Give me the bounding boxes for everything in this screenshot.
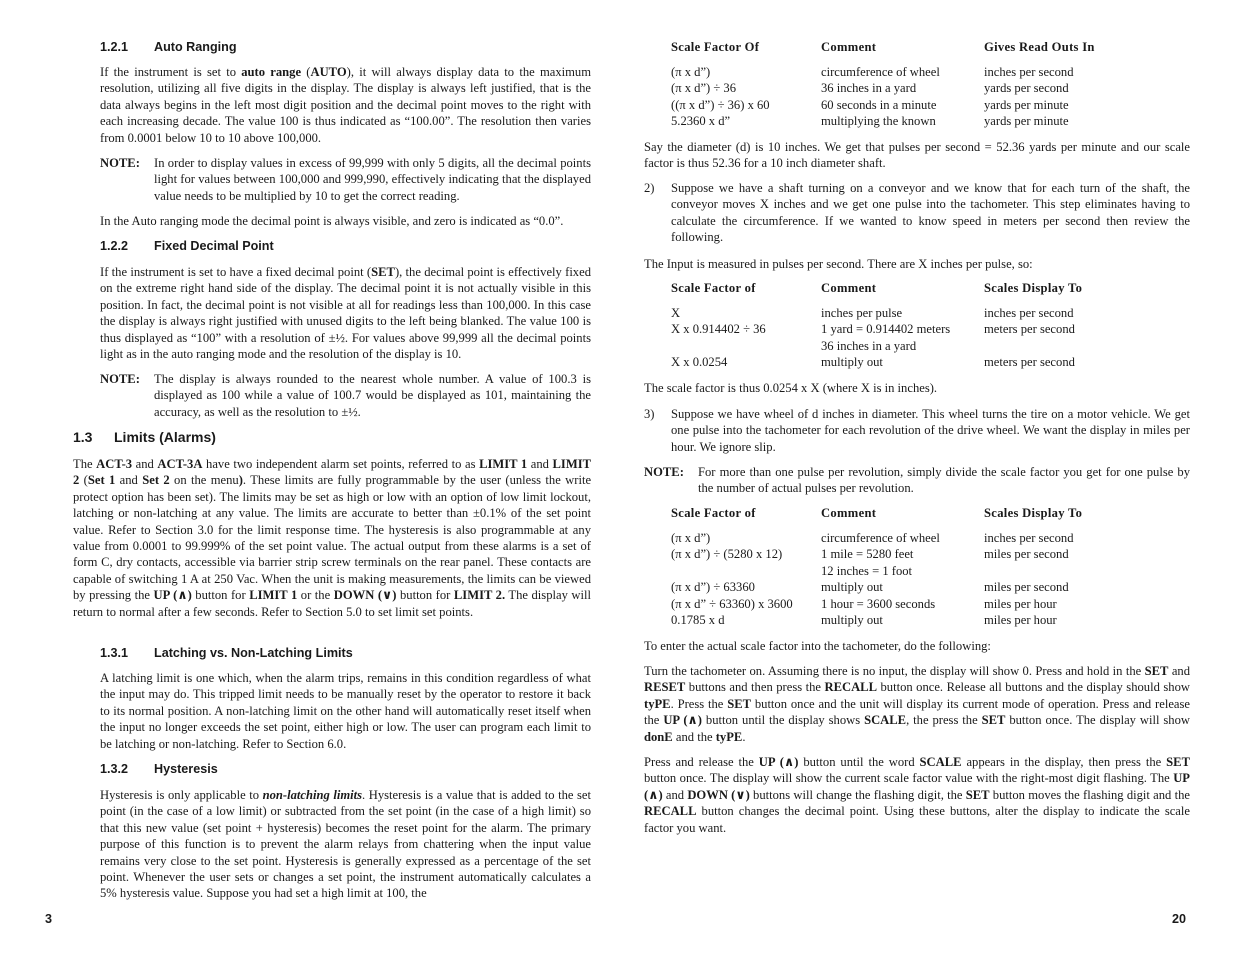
table-cell-result-units: miles per second xyxy=(984,547,1069,562)
page-number-right: 20 xyxy=(1172,912,1187,926)
table-cell-result-units: meters per second xyxy=(984,322,1075,337)
table-cell-scale-factor: X xyxy=(671,306,681,320)
step-text: Suppose we have wheel of d inches in diameter. This wheel turns the tire on a motor vehicle. We get one pulse into the tachometer for each revolution of the drive wheel. We want the display in miles per hour. We ignore slip. xyxy=(671,407,1190,454)
table-cell-scale-factor: (π x d”) xyxy=(671,65,711,79)
note-label: NOTE: xyxy=(100,372,140,386)
table-cell-comment: multiply out xyxy=(821,613,883,627)
procedure-paragraph-1: Turn the tachometer on. Assuming there is no input, the display will show 0. Press and hold in the SET and RESET buttons and then press the RECALL button once. Release all buttons and the display should show tyPE. Press the SET button once and the unit will display its current mode of operation. Press and release the UP (∧) button until the display shows SCALE, the press the SET button once. The display will show donE and the tyPE. xyxy=(644,664,1190,744)
table-cell-scale-factor: (π x d”) ÷ 36 xyxy=(671,81,737,96)
step-text: Suppose we have a shaft turning on a conveyor and we know that for each turn of the shaft, the conveyor moves X inches and we get one pulse into the tachometer. This step eliminates having to calculate the circumference. If we wanted to know speed in meters per second then review the following. xyxy=(671,181,1190,245)
table-cell-comment: multiply out xyxy=(821,355,883,370)
note-label: NOTE: xyxy=(644,465,684,479)
latching-paragraph: A latching limit is one which, when the alarm trips, remains in this condition regardless of what the input may do. This tripped limit needs to be manually reset by the operator to restore it back to its normal position. A non-latching limit on the other hand will automatically reset itself when the input no longer exceeds the set point, either high or low. The user can program each limit to be latching or non-latching. Refer to Section 6.0. xyxy=(100,671,591,751)
table-cell-result-units: yards per minute xyxy=(984,114,1069,129)
step-2 xyxy=(644,180,1190,246)
input-measured-paragraph: The Input is measured in pulses per second. There are X inches per pulse, so: xyxy=(644,257,1033,271)
table-cell-scale-factor: ((π x d”) ÷ 36) x 60 xyxy=(671,97,770,112)
heading-1-3-1: 1.3.1 Latching vs. Non-Latching Limits xyxy=(100,646,353,660)
table-header-comment: Comment xyxy=(821,281,877,295)
auto-ranging-paragraph: If the instrument is set to auto range (AUTO), it will always display data to the maximum resolution, utilizing all five digits in the display. The display is always left justified, that is the data always begins in the left most digit position and the decimal point moves to the right with each increasing decade. The value 100 is thus indicated as “100.00”. The resolution then varies from 0.0001 below 10 to 10 above 100,000. xyxy=(100,65,592,145)
table-cell-comment: multiply out xyxy=(821,580,883,595)
table-header-scale-factor: Scale Factor of xyxy=(671,506,756,520)
table-header-result-units: Scales Display To xyxy=(984,506,1083,520)
table-cell-result-units: miles per hour xyxy=(984,596,1057,611)
page-number-left: 3 xyxy=(45,912,53,926)
limits-paragraph: The ACT-3 and ACT-3A have two independent alarm set points, referred to as LIMIT 1 and LIMIT 2 (Set 1 and Set 2 on the menu). These limits are fully programmable by the user (unless the write protect option has been set). The limits may be set as high or low with an option of low limit lockout, latching or non-latching at any value. The limits are accurate to better than ±0.1% of the set point value. Refer to Section 3.0 for the limit response time. The hysteresis is also programmable at any value from 0.0001 to 99.999% of the set point value. The actual output from these alarms is a set of form C, dry contacts, accessible via barrier strip screw terminals on the rear panel. These contacts are capable of switching 1 A at 250 Vac. When the unit is making measurements, the limits can be viewed by pressing the UP (∧) button for LIMIT 1 or the DOWN (∨) button for LIMIT 2. The display will return to normal after a few seconds. Refer to Section 5.0 to set limit set points. xyxy=(73,457,592,619)
table-cell-comment: 1 mile = 5280 feet xyxy=(821,547,914,562)
table-cell-comment: circumference of wheel xyxy=(821,65,940,79)
table-cell-result-units: meters per second xyxy=(984,355,1075,370)
scale-factor-table-1 xyxy=(671,39,1190,130)
table-cell-scale-factor: (π x d” ÷ 63360) x 3600 xyxy=(671,596,793,611)
diameter-paragraph: Say the diameter (d) is 10 inches. We get that pulses per second = 52.36 yards per minute and our scale factor is thus 52.36 for a 10 inch diameter shaft. xyxy=(644,140,1190,171)
table-cell-comment: multiplying the known xyxy=(821,114,936,129)
scale-factor-result-paragraph: The scale factor is thus 0.0254 x X (where X is in inches). xyxy=(644,381,938,395)
fixed-decimal-paragraph: If the instrument is set to have a fixed decimal point (SET), the decimal point is effectively fixed on the extreme right hand side of the display. The decimal point it is not actually visible in this position. In fact, the decimal point is not visible at all for readings less than 100,000. In this case the display is always right justified with unused digits to the left being blanked. The value 100 is thus displayed as “100” with a resolution of ±½. For values above 99,999 all the decimal points light as in the auto ranging mode and the resolution of the display is 10. xyxy=(100,265,591,362)
table-cell-comment: 12 inches = 1 foot xyxy=(821,563,913,578)
scale-factor-table-2 xyxy=(671,280,1190,371)
table-cell-result-units: miles per second xyxy=(984,580,1069,595)
heading-1-3: 1.3 Limits (Alarms) xyxy=(73,429,216,445)
table-cell-result-units: yards per minute xyxy=(984,97,1069,112)
table-cell-scale-factor: 0.1785 x d xyxy=(671,613,725,627)
note-label: NOTE: xyxy=(100,156,140,170)
table-cell-scale-factor: X x 0.0254 xyxy=(671,355,728,370)
table-cell-scale-factor: (π x d”) xyxy=(671,531,711,545)
table-header-comment: Comment xyxy=(821,506,877,520)
auto-ranging-decimal-paragraph: In the Auto ranging mode the decimal point is always visible, and zero is indicated as “0.0”. xyxy=(100,214,564,228)
heading-1-2-2: 1.2.2 Fixed Decimal Point xyxy=(100,239,274,253)
table-cell-result-units: yards per second xyxy=(984,81,1069,96)
heading-1-3-2: 1.3.2 Hysteresis xyxy=(100,762,218,776)
heading-1-2-1: 1.2.1 Auto Ranging xyxy=(100,40,237,54)
table-cell-scale-factor: X x 0.914402 ÷ 36 xyxy=(671,322,766,337)
note-text: In order to display values in excess of 99,999 with only 5 digits, all the decimal points light for values between 100,000 and 999,990, effectively indicating that the displayed value needs to be multiplied by 10 to get the correct reading. xyxy=(154,156,591,203)
step-number: 2) xyxy=(644,181,655,195)
note-auto-ranging xyxy=(100,155,591,207)
table-header-result-units: Gives Read Outs In xyxy=(984,40,1095,54)
table-cell-result-units: inches per second xyxy=(984,531,1074,545)
procedure-paragraph-2: Press and release the UP (∧) button until the word SCALE appears in the display, then press the SET button once. The display will show the current scale factor value with the right-most digit flashing. The UP (∧) and DOWN (∨) buttons will change the flashing digit, the SET button moves the flashing digit and the RECALL button changes the decimal point. Using these buttons, alter the display to indicate the scale factor you want. xyxy=(644,755,1190,835)
table-header-scale-factor: Scale Factor Of xyxy=(671,40,760,54)
table-cell-scale-factor: (π x d”) ÷ 63360 xyxy=(671,580,755,595)
table-header-comment: Comment xyxy=(821,40,877,54)
enter-scale-factor-paragraph: To enter the actual scale factor into the tachometer, do the following: xyxy=(644,639,991,653)
table-cell-scale-factor: 5.2360 x d” xyxy=(671,114,731,129)
step-3 xyxy=(644,406,1190,456)
table-cell-result-units: miles per hour xyxy=(984,613,1057,627)
table-cell-result-units: inches per second xyxy=(984,306,1074,320)
scale-factor-table-3 xyxy=(671,505,1190,628)
table-cell-comment: inches per pulse xyxy=(821,306,903,320)
table-cell-comment: circumference of wheel xyxy=(821,531,940,545)
table-header-scale-factor: Scale Factor of xyxy=(671,281,756,295)
table-cell-comment: 1 hour = 3600 seconds xyxy=(821,596,936,611)
table-header-result-units: Scales Display To xyxy=(984,281,1083,295)
note-pulses xyxy=(644,464,1190,498)
table-cell-comment: 1 yard = 0.914402 meters xyxy=(821,322,951,337)
table-cell-comment: 36 inches in a yard xyxy=(821,81,917,96)
hysteresis-paragraph: Hysteresis is only applicable to non-latching limits. Hysteresis is a value that is added to the set point (in the case of a low limit) or subtracted from the set point (in the case of a high limit) so that this new value (set point + hysteresis) becomes the reset point for the alarm. The primary purpose of this function is to prevent the alarm relays from chattering when the input value remains very close to the set point. Hysteresis is generally expressed as a percentage of the set point. Whenever the user sets or changes a set point, the instrument automatically calculates a 5% hysteresis value. Suppose you had set a high limit at 100, the xyxy=(100,788,591,901)
table-cell-comment: 36 inches in a yard xyxy=(821,338,917,353)
table-cell-scale-factor: (π x d”) ÷ (5280 x 12) xyxy=(671,547,783,562)
table-cell-comment: 60 seconds in a minute xyxy=(821,97,937,112)
note-fixed-decimal xyxy=(100,371,591,423)
note-text: For more than one pulse per revolution, simply divide the scale factor you get for one pulse by the number of actual pulses per revolution. xyxy=(698,465,1190,496)
table-cell-result-units: inches per second xyxy=(984,65,1074,79)
step-number: 3) xyxy=(644,407,655,421)
note-text: The display is always rounded to the nearest whole number. A value of 100.3 is displayed as 100 while a value of 100.7 would be displayed as 101, maintaining the accuracy, as well as the resolution to ±½. xyxy=(154,372,591,419)
